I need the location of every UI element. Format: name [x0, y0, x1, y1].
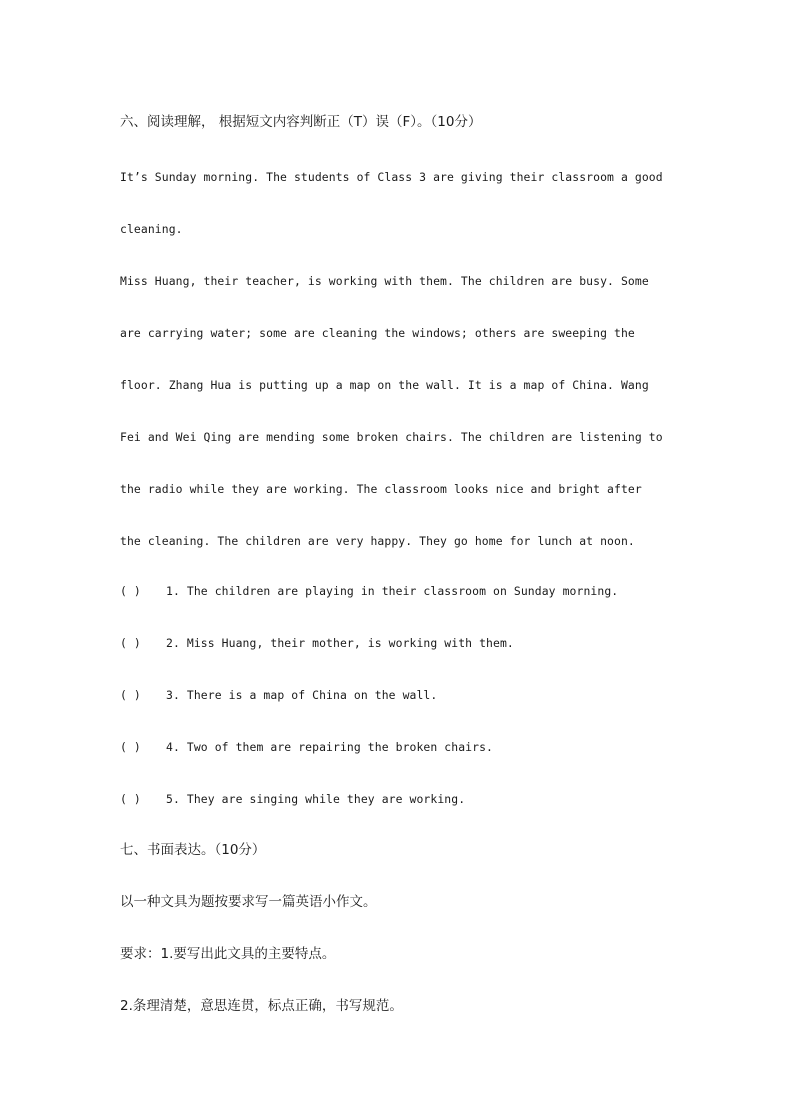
passage-line-7: the radio while they are working. The classroom looks nice and bright after: [120, 482, 642, 496]
answer-blank-3[interactable]: ( ): [120, 688, 141, 702]
question-3-text: 3. There is a map of China on the wall.: [166, 688, 438, 702]
passage-line-5: floor. Zhang Hua is putting up a map on the wall. It is a map of China. Wang: [120, 378, 649, 392]
answer-blank-5[interactable]: ( ): [120, 792, 141, 806]
question-5-text: 5. They are singing while they are working.: [166, 792, 466, 806]
answer-blank-4[interactable]: ( ): [120, 740, 141, 754]
question-4: [120, 739, 493, 755]
answer-blank-2[interactable]: ( ): [120, 636, 141, 650]
question-1-text: 1. The children are playing in their classroom on Sunday morning.: [166, 584, 619, 598]
question-1: [120, 583, 618, 599]
section-7-heading: 七、书面表达。（10分）: [120, 842, 266, 858]
question-5: [120, 791, 465, 807]
question-3: [120, 687, 437, 703]
question-2-text: 2. Miss Huang, their mother, is working with them.: [166, 636, 514, 650]
section-6-heading: 六、阅读理解， 根据短文内容判断正（T）误（F）。（10分）: [120, 114, 482, 130]
passage-line-3: Miss Huang, their teacher, is working with them. The children are busy. Some: [120, 274, 649, 288]
passage-line-8: the cleaning. The children are very happy. They go home for lunch at noon.: [120, 534, 635, 548]
passage-line-4: are carrying water; some are cleaning the windows; others are sweeping the: [120, 326, 635, 340]
question-2: [120, 635, 514, 651]
writing-requirement-1: 要求：1.要写出此文具的主要特点。: [120, 946, 336, 962]
passage-line-2: cleaning.: [120, 222, 183, 236]
passage-line-1: It’s Sunday morning. The students of Class 3 are giving their classroom a good: [120, 170, 663, 184]
answer-blank-1[interactable]: ( ): [120, 584, 141, 598]
writing-instruction: 以一种文具为题按要求写一篇英语小作文。: [120, 894, 377, 910]
writing-requirement-2: 2.条理清楚，意思连贯，标点正确，书写规范。: [120, 998, 403, 1014]
question-4-text: 4. Two of them are repairing the broken chairs.: [166, 740, 494, 754]
passage-line-6: Fei and Wei Qing are mending some broken chairs. The children are listening to: [120, 430, 663, 444]
